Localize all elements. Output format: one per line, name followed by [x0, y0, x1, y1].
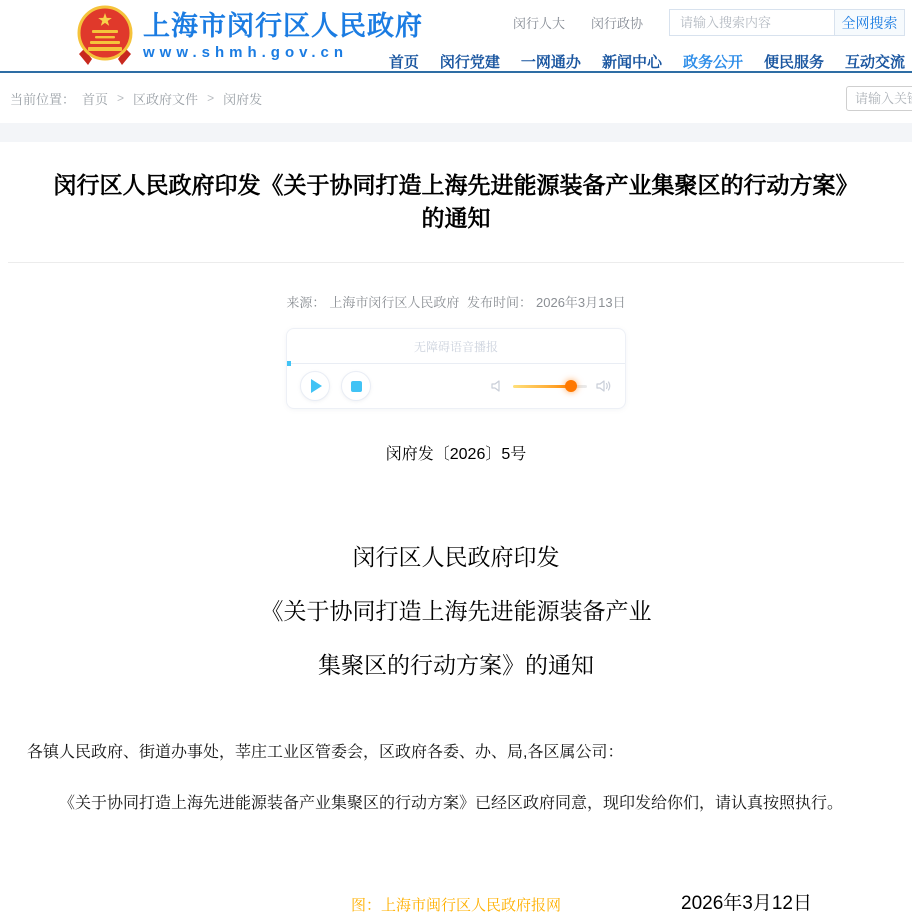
- nav-item-interaction[interactable]: 互动交流: [844, 54, 905, 71]
- breadcrumb-home[interactable]: 首页: [82, 91, 109, 107]
- breadcrumb-separator: >: [117, 91, 125, 105]
- volume-up-icon[interactable]: [596, 379, 612, 393]
- top-link-minhang-zhengxie[interactable]: 闵行政协: [590, 16, 643, 31]
- breadcrumb-row: [0, 73, 912, 123]
- audio-player: [286, 328, 626, 409]
- document-title-line: 闵行区人民政府印发: [352, 544, 560, 570]
- breadcrumb-separator: >: [207, 91, 215, 105]
- publish-label: 发布时间：: [467, 295, 533, 310]
- nav-item-news-center[interactable]: 新闻中心: [601, 54, 662, 71]
- notice-paragraph: 《关于协同打造上海先进能源装备产业集聚区的行动方案》已经区政府同意，现印发给你们，请认真按照执行。: [59, 795, 844, 812]
- nav-item-one-stop-service[interactable]: 一网通办: [520, 54, 581, 71]
- article-meta: [0, 292, 912, 311]
- national-emblem-logo: [76, 5, 134, 67]
- volume-group: [490, 379, 612, 393]
- title-divider: [8, 262, 904, 263]
- source-value: 上海市闵行区人民政府: [329, 295, 460, 310]
- sign-date: 2026年3月12日: [681, 893, 812, 914]
- breadcrumb-minfufa[interactable]: 闵府发: [223, 91, 263, 107]
- play-button[interactable]: [300, 371, 330, 401]
- site-brand[interactable]: [76, 5, 423, 67]
- volume-mute-icon[interactable]: [490, 379, 504, 393]
- site-search-button[interactable]: 全网搜索: [834, 10, 904, 35]
- volume-slider-knob[interactable]: [565, 380, 577, 392]
- nav-item-public-service[interactable]: 便民服务: [763, 54, 824, 71]
- image-caption-link[interactable]: 图：上海市闽行区人民政府报网: [350, 897, 562, 914]
- document-number: 闵府发〔2026〕5号: [385, 446, 527, 463]
- article-footer-row: [0, 888, 912, 922]
- header-top-row: [389, 9, 905, 36]
- nav-item-home[interactable]: 首页: [388, 54, 419, 71]
- top-link-minhang-renda[interactable]: 闵行人大: [512, 16, 565, 31]
- article-content: [0, 142, 912, 922]
- site-search-input[interactable]: [670, 10, 834, 35]
- site-name: 上海市闵行区人民政府: [143, 11, 423, 41]
- section-divider-band: [0, 123, 912, 142]
- volume-slider[interactable]: [513, 385, 587, 388]
- breadcrumb-gov-documents[interactable]: 区政府文件: [133, 91, 199, 107]
- site-search-box: [669, 9, 905, 36]
- stop-button[interactable]: [341, 371, 371, 401]
- keyword-search-input[interactable]: [846, 86, 912, 111]
- site-header: [0, 0, 912, 73]
- main-nav: [389, 51, 905, 72]
- nav-item-party-building[interactable]: 闵行党建: [439, 54, 500, 71]
- stop-icon: [351, 381, 362, 392]
- publish-date: 2026年3月13日: [536, 295, 626, 310]
- document-title-line: 集聚区的行动方案》的通知: [318, 652, 594, 678]
- audio-player-controls: [287, 364, 625, 408]
- header-right: [389, 9, 905, 72]
- source-label: 来源：: [286, 295, 326, 310]
- addressee-paragraph: 各镇人民政府、街道办事处，莘庄工业区管委会，区政府各委、办、局,各区属公司：: [27, 744, 624, 761]
- page-title: 闵行区人民政府印发《关于协同打造上海先进能源装备产业集聚区的行动方案》的通知: [53, 172, 859, 231]
- nav-item-gov-affairs[interactable]: 政务公开: [682, 54, 743, 71]
- brand-text: [143, 11, 423, 61]
- document-title: [0, 530, 912, 692]
- breadcrumb-label: 当前位置：: [10, 91, 76, 107]
- play-icon: [311, 379, 322, 393]
- audio-player-title: 无障碍语音播报: [287, 329, 625, 364]
- document-title-line: 《关于协同打造上海先进能源装备产业: [260, 598, 652, 624]
- site-url: www.shmh.gov.cn: [143, 44, 349, 61]
- document-body: [27, 738, 885, 820]
